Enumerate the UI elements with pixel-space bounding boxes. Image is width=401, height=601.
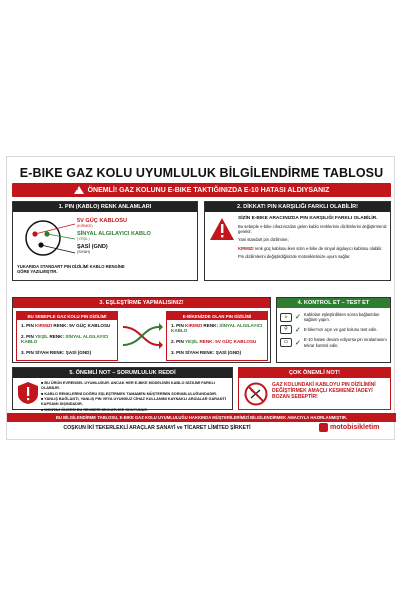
connector-diagram: [17, 216, 77, 262]
checkmark-icon: ✓: [295, 339, 301, 347]
section-check-test: [276, 297, 391, 363]
warning-text: ÖNEMLİ! GAZ KOLUNU E-BIKE TAKTIĞINIZDA E-10 HATASI ALDIYSANIZ: [87, 186, 330, 194]
warning-icon: [74, 186, 84, 194]
check-item-2: ⚲ ✓ E-bike'nızı açın ve gaz kolunu test edin.: [280, 325, 387, 334]
throttle-pin-header: BU SEBEPLE GAZ KOLU PIN DİZİLİMİ: [17, 312, 117, 320]
pin-different-p1: Bu sebeple e-bike cihazınızdan gelen kablo renklerinin dizilimlerini değiştirmeniz gerekir.: [238, 224, 387, 235]
throttle-pin-2: 2. PIN YEŞİL RENK: SİNYAL ALGILAYICI KABLO: [21, 334, 109, 344]
pin-different-p4: Pin dizilimlerini değiştirdiğinizde motosikletinize uyum sağlar.: [238, 253, 351, 259]
plug-icon: ⏚: [280, 313, 292, 322]
bike-icon: ⚲: [280, 325, 292, 334]
swap-arrows-icon: [121, 321, 163, 351]
pin-5v-sub: (KIRMIZI): [77, 224, 93, 228]
throttle-pin-1: 1. PIN KIRMIZI RENK: 5V GÜÇ KABLOSU: [21, 323, 111, 328]
ebike-pin-header: E-BİKENİZDE OLAN PIN DİZİLİMİ: [167, 312, 267, 320]
pin-signal-sub: (YEŞİL): [77, 237, 90, 241]
ebike-pin-1: 1. PIN KIRMIZI RENK: SİNYAL ALGILAYICI KABLO: [171, 323, 263, 333]
section-disclaimer-header: 5. ÖNEMLİ NOT – SORUMLULUK REDDİ: [13, 368, 232, 378]
footer-info-bar: BU BİLGİLENDİRME TABLOSU, E-BIKE GAZ KOLU UYUMLULUĞU HAKKINDA MÜŞTERİLERİMİZİ BİLGİLENDİRMEK AMACIYLA HAZIRLANMIŞTIR.: [7, 413, 396, 422]
pin-5v-label: 5V GÜÇ KABLOSU: [77, 218, 128, 224]
ebike-pin-table: [166, 311, 268, 361]
section-pin-meanings-header: 1. PIN (KABLO) RENK ANLAMLARI: [13, 202, 197, 212]
pin-signal-label: SİNYAL ALGILAYICI KABLO: [77, 231, 151, 237]
section-matching: [12, 297, 271, 363]
pin-gnd-sub: (SIYAH): [77, 250, 90, 254]
alert-shield-icon: [17, 381, 39, 405]
section-pin-different: [204, 201, 391, 281]
checkmark-icon: ✓: [295, 314, 301, 322]
throttle-pin-table: [16, 311, 118, 361]
brand-logo: motobisikletim: [319, 423, 379, 432]
disclaimer-bullet-2: ■ KABLO RENKLERİNİ DOĞRU EŞLEŞTİRMEK TAMAMEN MÜŞTERİNİN SORUMLULUĞUNDADIR.: [41, 391, 218, 396]
section-pin-different-header: 2. DİKKAT! PIN KARŞILIĞI FARKLI OLABİLİR!: [205, 202, 390, 212]
disclaimer-bullet-1: ■ BU ÜRÜN EVRENSEL UYUMLUDUR. ANCAK HER E-BIKE MODELİNİN KABLO DİZİLİMİ FARKLI OLABİLİR.: [41, 381, 216, 390]
company-name: COŞKUN İKİ TEKERLEKLİ ARAÇLAR SANAYİ ve TİCARET LİMİTED ŞİRKETİ: [63, 425, 251, 431]
poster-title: E-BIKE GAZ KOLU UYUMLULUK BİLGİLENDİRME TABLOSU: [19, 166, 384, 180]
no-cutting-icon: [244, 382, 268, 406]
disclaimer-bullet-4: ■ MONTAJ ÖNCESİ BU REHBERİ DİKKATLİCE OKUYUNUZ.: [41, 407, 148, 412]
pin-different-p3: KIRMIZI renk güç kablosu iken sizin e-bike de sinyal algılayıcı kablosu olabilir.: [238, 245, 383, 251]
section-pin-meanings: [12, 201, 198, 281]
pin-gnd-label: ŞASİ (GND): [77, 244, 108, 250]
check-item-3: ▭ ✓ E-10 hatası devam ediyorsa pin sıralamasını tekrar kontrol edin.: [280, 337, 387, 347]
pin-different-lead: SİZİN E-BIKE ARACINIZDA PIN KARŞILIĞI FARKLI OLABİLİR.: [238, 216, 378, 221]
compatibility-poster: [6, 156, 395, 440]
ebike-pin-3: 3. PIN SİYAH RENK: ŞASİ (GND): [171, 350, 242, 355]
pin-different-p2: Yani standart pin dizilimine;: [238, 237, 289, 243]
section-check-test-header: 4. KONTROL ET – TEST ET: [277, 298, 390, 308]
warning-banner: [12, 183, 391, 197]
logo-mark-icon: [319, 423, 328, 432]
disclaimer-bullet-3: ■ YANLIŞ BAĞLANTI, YANLIŞ PIN VEYA UYUMSUZ CİHAZ KULLANIMI KAYNAKLI ARIZALAR GARANTİ KAPSAMI DIŞINDADIR.: [41, 397, 226, 407]
very-important-text: GAZ KOLUNDAKİ KABLOYU PIN DİZİLİMİNİ DEĞİŞTİRMEK AMAÇLI KESMENİZ İADEYİ BOZAN SEBEPTİR!: [272, 382, 376, 401]
section-very-important-header: ÇOK ÖNEMLİ NOT!: [239, 368, 390, 378]
ebike-pin-2: 2. PIN YEŞİL RENK: 5V GÜÇ KABLOSU: [171, 339, 257, 344]
error-display-icon: ▭: [280, 338, 292, 347]
pin-standard-note: YUKARIDA STANDART PIN DİZİLİMİ KABLO RENGİNE GÖRE YAZILMIŞTIR.: [17, 264, 125, 275]
section-very-important: [238, 367, 391, 410]
section-matching-header: 3. EŞLEŞTİRME YAPMALISINIZ!: [13, 298, 270, 308]
warning-triangle-icon: [209, 217, 235, 241]
checkmark-icon: ✓: [295, 326, 301, 334]
check-item-1: ⏚ ✓ Kabloları eşleştirdikten sonra bağlantıları sağlam yapın.: [280, 312, 387, 322]
section-disclaimer: [12, 367, 233, 410]
throttle-pin-3: 3. PIN SİYAH RENK: ŞASİ (GND): [21, 350, 92, 355]
